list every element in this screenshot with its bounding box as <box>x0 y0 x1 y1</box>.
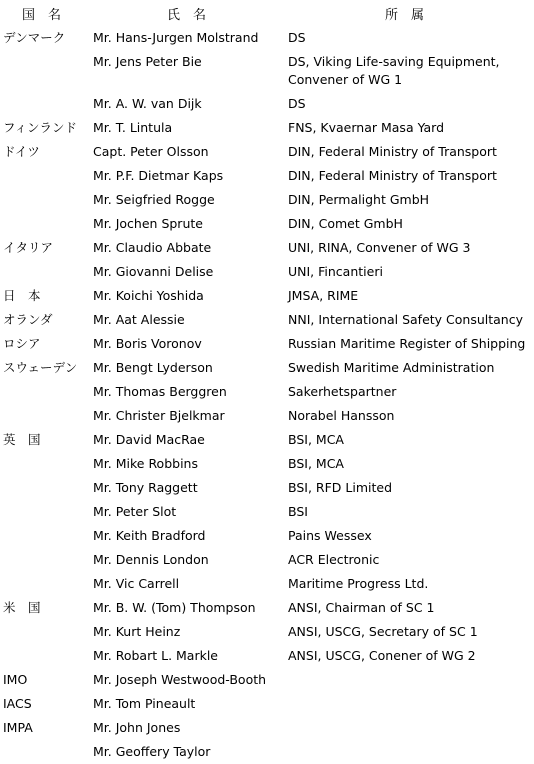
participant-row <box>0 476 534 500</box>
affiliation-cell: BSI <box>288 504 308 519</box>
name-cell: Mr. Hans-Jurgen Molstrand <box>93 30 259 45</box>
country-cell <box>0 212 93 236</box>
name-cell: Mr. Jochen Sprute <box>93 216 203 231</box>
country-cell <box>0 548 93 572</box>
country-cell <box>0 740 93 764</box>
header-affiliation: 所 属 <box>385 8 425 23</box>
participant-table <box>0 26 534 764</box>
name-cell: Mr. Geoffery Taylor <box>93 744 211 759</box>
header-name: 氏 名 <box>167 8 207 23</box>
affiliation-cell: UNI, Fincantieri <box>288 264 383 279</box>
participant-row <box>0 644 534 668</box>
participant-row <box>0 740 534 764</box>
name-cell: Mr. John Jones <box>93 720 181 735</box>
participant-row <box>0 356 534 380</box>
name-cell: Mr. Mike Robbins <box>93 456 198 471</box>
affiliation-cell: DS, Viking Life-saving Equipment, Convener of WG 1 <box>288 54 500 87</box>
participant-row <box>0 92 534 116</box>
participant-row <box>0 404 534 428</box>
affiliation-cell: ANSI, USCG, Conener of WG 2 <box>288 648 476 663</box>
name-cell: Mr. Tony Raggett <box>93 480 198 495</box>
country-cell: デンマーク <box>3 30 66 45</box>
name-cell: Mr. T. Lintula <box>93 120 173 135</box>
affiliation-cell: JMSA, RIME <box>288 288 359 303</box>
country-cell <box>0 644 93 668</box>
name-cell: Capt. Peter Olsson <box>93 144 209 159</box>
country-cell <box>0 572 93 596</box>
name-cell: Mr. B. W. (Tom) Thompson <box>93 600 256 615</box>
participant-row <box>0 692 534 716</box>
country-cell: IACS <box>3 696 32 711</box>
affiliation-cell: ANSI, USCG, Secretary of SC 1 <box>288 624 478 639</box>
country-cell <box>0 452 93 476</box>
name-cell: Mr. David MacRae <box>93 432 205 447</box>
country-cell <box>0 92 93 116</box>
country-cell <box>0 404 93 428</box>
name-cell: Mr. A. W. van Dijk <box>93 96 202 111</box>
participant-row <box>0 26 534 50</box>
affiliation-cell: Pains Wessex <box>288 528 372 543</box>
country-cell: 米 国 <box>3 600 41 615</box>
name-cell: Mr. Giovanni Delise <box>93 264 214 279</box>
affiliation-cell <box>288 740 534 764</box>
name-cell: Mr. Thomas Berggren <box>93 384 227 399</box>
affiliation-cell: DIN, Federal Ministry of Transport <box>288 144 497 159</box>
affiliation-cell <box>288 716 534 740</box>
participant-row <box>0 596 534 620</box>
affiliation-cell: ANSI, Chairman of SC 1 <box>288 600 435 615</box>
name-cell: Mr. Claudio Abbate <box>93 240 212 255</box>
country-cell <box>0 260 93 284</box>
country-cell <box>0 524 93 548</box>
participant-row <box>0 116 534 140</box>
name-cell: Mr. Bengt Lyderson <box>93 360 213 375</box>
name-cell: Mr. Robart L. Markle <box>93 648 218 663</box>
participant-row <box>0 284 534 308</box>
affiliation-cell: Norabel Hansson <box>288 408 395 423</box>
affiliation-cell: BSI, MCA <box>288 456 344 471</box>
participant-row <box>0 548 534 572</box>
name-cell: Mr. Dennis London <box>93 552 209 567</box>
affiliation-cell: ACR Electronic <box>288 552 380 567</box>
country-cell: オランダ <box>3 312 53 327</box>
participant-row <box>0 500 534 524</box>
participant-row <box>0 260 534 284</box>
participant-row <box>0 428 534 452</box>
country-cell: スウェーデン <box>3 360 78 375</box>
affiliation-cell: UNI, RINA, Convener of WG 3 <box>288 240 471 255</box>
country-cell <box>0 620 93 644</box>
affiliation-cell <box>288 692 534 716</box>
participant-row <box>0 308 534 332</box>
name-cell: Mr. Vic Carrell <box>93 576 180 591</box>
affiliation-cell: NNI, International Safety Consultancy <box>288 312 524 327</box>
participant-row <box>0 452 534 476</box>
affiliation-cell: Sakerhetspartner <box>288 384 397 399</box>
name-cell: Mr. Koichi Yoshida <box>93 288 204 303</box>
affiliation-cell: DS <box>288 30 306 45</box>
affiliation-cell: DIN, Permalight GmbH <box>288 192 430 207</box>
affiliation-cell: Russian Maritime Register of Shipping <box>288 336 526 351</box>
participant-table-body <box>0 26 534 764</box>
country-cell: ドイツ <box>3 144 40 159</box>
participant-row <box>0 572 534 596</box>
affiliation-cell: DIN, Comet GmbH <box>288 216 403 231</box>
affiliation-cell: Swedish Maritime Administration <box>288 360 495 375</box>
country-cell <box>0 188 93 212</box>
name-cell: Mr. P.F. Dietmar Kaps <box>93 168 224 183</box>
country-cell <box>0 380 93 404</box>
name-cell: Mr. Christer Bjelkmar <box>93 408 225 423</box>
affiliation-cell: FNS, Kvaernar Masa Yard <box>288 120 444 135</box>
header-country: 国 名 <box>22 8 62 23</box>
name-cell: Mr. Kurt Heinz <box>93 624 181 639</box>
participant-row <box>0 236 534 260</box>
name-cell: Mr. Joseph Westwood-Booth <box>93 672 267 687</box>
country-cell: イタリア <box>3 240 54 255</box>
participant-row <box>0 188 534 212</box>
name-cell: Mr. Peter Slot <box>93 504 177 519</box>
affiliation-cell: DS <box>288 96 306 111</box>
country-cell: IMPA <box>3 720 33 735</box>
column-header-row <box>0 6 534 26</box>
participant-row <box>0 140 534 164</box>
country-cell: IMO <box>3 672 28 687</box>
name-cell: Mr. Jens Peter Bie <box>93 54 202 69</box>
affiliation-cell <box>288 668 534 692</box>
affiliation-cell: BSI, RFD Limited <box>288 480 393 495</box>
country-cell: 日 本 <box>3 288 41 303</box>
country-cell <box>0 500 93 524</box>
participant-row <box>0 620 534 644</box>
name-cell: Mr. Boris Voronov <box>93 336 202 351</box>
country-cell: フィンランド <box>3 120 78 135</box>
affiliation-cell: Maritime Progress Ltd. <box>288 576 429 591</box>
participant-row <box>0 380 534 404</box>
country-cell <box>0 50 93 92</box>
country-cell: 英 国 <box>3 432 41 447</box>
affiliation-cell: DIN, Federal Ministry of Transport <box>288 168 497 183</box>
participant-row <box>0 524 534 548</box>
name-cell: Mr. Tom Pineault <box>93 696 196 711</box>
name-cell: Mr. Seigfried Rogge <box>93 192 215 207</box>
name-cell: Mr. Keith Bradford <box>93 528 206 543</box>
country-cell: ロシア <box>3 336 41 351</box>
participant-row <box>0 50 534 92</box>
participant-row <box>0 164 534 188</box>
participant-row <box>0 668 534 692</box>
affiliation-cell: BSI, MCA <box>288 432 344 447</box>
participant-row <box>0 716 534 740</box>
participant-row <box>0 332 534 356</box>
name-cell: Mr. Aat Alessie <box>93 312 185 327</box>
country-cell <box>0 164 93 188</box>
participant-row <box>0 212 534 236</box>
country-cell <box>0 476 93 500</box>
